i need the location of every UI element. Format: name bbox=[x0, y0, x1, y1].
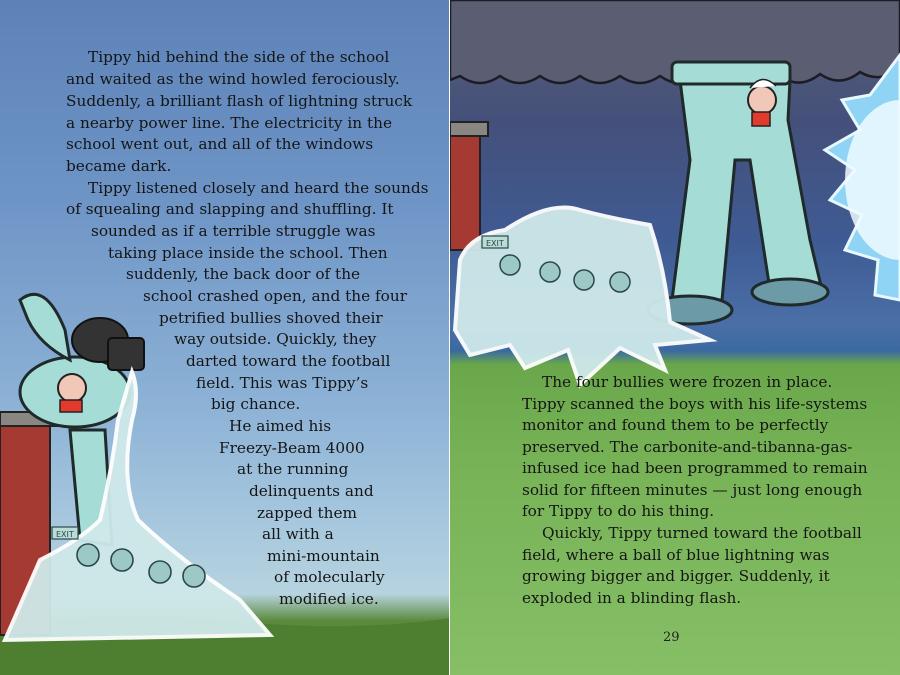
text-line: preserved. The carbonite-and-tibanna-gas- bbox=[522, 438, 853, 456]
freezy-beam-gun bbox=[108, 338, 144, 370]
school-wall-right bbox=[450, 130, 480, 250]
text-line: monitor and found them to be perfectly bbox=[522, 416, 829, 434]
text-line: way outside. Quickly, they bbox=[174, 330, 377, 348]
frozen-bully-right-1 bbox=[500, 255, 520, 275]
text-line: for Tippy to do his thing. bbox=[522, 502, 715, 520]
text-line: school went out, and all of the windows bbox=[66, 135, 374, 153]
text-line: infused ice had been programmed to remain bbox=[522, 459, 868, 477]
text-line: big chance. bbox=[211, 395, 301, 413]
exit-sign-right-text: EXIT bbox=[486, 239, 504, 248]
text-line: at the running bbox=[237, 460, 349, 478]
text-line: Quickly, Tippy turned toward the football bbox=[542, 524, 862, 542]
text-line: The four bullies were frozen in place. bbox=[542, 373, 833, 391]
text-line: school crashed open, and the four bbox=[143, 287, 408, 305]
text-line: growing bigger and bigger. Suddenly, it bbox=[522, 567, 830, 585]
tippy-head bbox=[58, 374, 86, 402]
text-line: darted toward the football bbox=[186, 352, 391, 370]
text-line: Tippy hid behind the side of the school bbox=[88, 48, 390, 66]
text-line: He aimed his bbox=[229, 417, 332, 435]
frozen-bully-3 bbox=[149, 561, 171, 583]
text-line: a nearby power line. The electricity in the bbox=[66, 114, 393, 132]
frozen-bully-right-4 bbox=[610, 272, 630, 292]
text-line: all with a bbox=[262, 525, 334, 543]
tippy-outfit-right bbox=[752, 112, 770, 126]
text-line: exploded in a blinding flash. bbox=[522, 589, 742, 607]
text-line: Tippy scanned the boys with his life-systems bbox=[522, 395, 868, 413]
frozen-bully-1 bbox=[77, 544, 99, 566]
robot-shoulder bbox=[20, 294, 70, 360]
text-line: field, where a ball of blue lightning was bbox=[522, 546, 830, 564]
text-line: zapped them bbox=[257, 504, 358, 522]
frozen-bully-right-2 bbox=[540, 262, 560, 282]
text-line: of squealing and slapping and shuffling. It bbox=[66, 200, 394, 218]
text-line: and waited as the wind howled ferociously. bbox=[66, 70, 400, 88]
text-line: Freezy-Beam 4000 bbox=[219, 439, 365, 457]
frozen-bully-right-3 bbox=[574, 270, 594, 290]
text-line: mini-mountain bbox=[267, 547, 380, 565]
text-line: taking place inside the school. Then bbox=[108, 244, 388, 262]
text-line: of molecularly bbox=[274, 568, 385, 586]
text-line: became dark. bbox=[66, 157, 172, 175]
roof-ledge-right bbox=[450, 122, 488, 136]
tippy-outfit bbox=[60, 400, 82, 412]
page-number: 29 bbox=[663, 630, 680, 645]
tippy-head-right bbox=[748, 86, 776, 114]
text-line: delinquents and bbox=[249, 482, 374, 500]
text-line: suddenly, the back door of the bbox=[126, 265, 361, 283]
text-line: sounded as if a terrible struggle was bbox=[91, 222, 376, 240]
robot-legs bbox=[672, 80, 822, 300]
frozen-bully-2 bbox=[111, 549, 133, 571]
text-line: field. This was Tippy’s bbox=[196, 374, 369, 392]
text-line: Suddenly, a brilliant flash of lightning struck bbox=[66, 92, 413, 110]
text-line: solid for fifteen minutes — just long enough bbox=[522, 481, 863, 499]
text-line: modified ice. bbox=[279, 590, 379, 608]
robot-foot-right bbox=[752, 279, 828, 305]
exit-sign-left-text: EXIT bbox=[56, 530, 74, 539]
robot-belt bbox=[672, 62, 790, 84]
text-line: petrified bullies shoved their bbox=[159, 309, 383, 327]
text-line: Tippy listened closely and heard the sounds bbox=[88, 179, 429, 197]
frozen-bully-4 bbox=[183, 565, 205, 587]
right-page bbox=[450, 0, 900, 675]
